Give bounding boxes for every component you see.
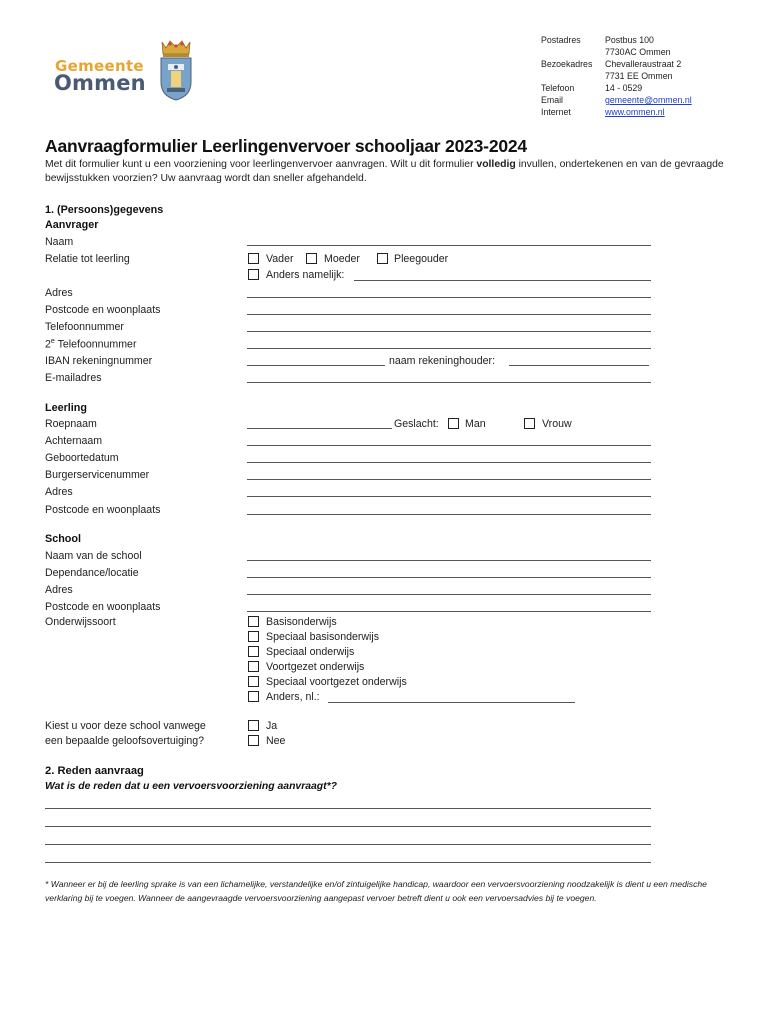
leerling-heading: Leerling	[45, 402, 87, 414]
footnote: * Wanneer er bij de leerling sprake is van een lichamelijke, verstandelijke en/of zintuigelijke handicap, waardoor een vervoersvoorziening noodzakelijk is dient u een medische verklaring bij te voegen. Wanneer de aangevraagde vervoersvoorziening aangepast vervoer betreft dient u ook een vervoersadvies bij te voegen.	[45, 879, 707, 903]
option-vrouw: Vrouw	[542, 418, 572, 430]
label-postcode: Postcode en woonplaats	[45, 304, 161, 316]
contact-block	[541, 34, 741, 118]
checkbox-voortgezet-onderwijs[interactable]	[248, 661, 259, 672]
label-geboortedatum: Geboortedatum	[45, 452, 119, 464]
internet-label: Internet	[541, 107, 571, 117]
option-speciaal-onderwijs: Speciaal onderwijs	[266, 646, 355, 658]
section1-heading: 1. (Persoons)gegevens	[45, 204, 164, 216]
option-speciaal-basisonderwijs: Speciaal basisonderwijs	[266, 631, 380, 643]
checkbox-speciaal-onderwijs[interactable]	[248, 646, 259, 657]
label-school-postcode: Postcode en woonplaats	[45, 601, 161, 613]
label-geloof-line1: Kiest u voor deze school vanwege	[45, 720, 206, 732]
field-bsn[interactable]	[247, 479, 651, 480]
field-reden-line-2[interactable]	[45, 826, 651, 827]
field-anders[interactable]	[354, 280, 651, 281]
section2-question: Wat is de reden dat u een vervoersvoorziening aanvraagt*?	[45, 781, 337, 792]
email-label: Email	[541, 95, 563, 105]
label-school-adres: Adres	[45, 584, 73, 596]
label-telefoon2-suffix: Telefoonnummer	[54, 338, 137, 351]
field-email[interactable]	[247, 382, 651, 383]
field-leerling-adres[interactable]	[247, 496, 651, 497]
checkbox-pleegouder[interactable]	[377, 253, 388, 264]
label-relatie: Relatie tot leerling	[45, 253, 130, 265]
field-achternaam[interactable]	[247, 445, 651, 446]
page-title: Aanvraagformulier Leerlingenvervoer schooljaar 2023-2024	[45, 136, 527, 156]
field-reden-line-4[interactable]	[45, 862, 651, 863]
field-school-naam[interactable]	[247, 560, 651, 561]
option-vader: Vader	[266, 253, 294, 265]
label-telefoon2-prefix: 2	[45, 338, 51, 351]
field-anders-onderwijs[interactable]	[328, 702, 575, 703]
field-iban[interactable]	[247, 365, 385, 366]
bezoekadres-line1: Chevalleraustraat 2	[605, 59, 682, 69]
telefoon-value: 14 - 0529	[605, 83, 643, 93]
bezoekadres-line2: 7731 EE Ommen	[605, 71, 673, 81]
label-naam: Naam	[45, 236, 74, 248]
label-rekeninghouder: naam rekeninghouder:	[389, 355, 496, 367]
intro-part2: invullen, ondertekenen en van de gevraagde bewijsstukken voorzien? Uw aanvraag wordt dan sneller afgehandeld.	[45, 159, 724, 184]
checkbox-basisonderwijs[interactable]	[248, 616, 259, 627]
field-postcode[interactable]	[247, 314, 651, 315]
field-leerling-postcode[interactable]	[247, 514, 651, 515]
postadres-line2: 7730AC Ommen	[605, 47, 671, 57]
label-adres: Adres	[45, 287, 73, 299]
intro-text	[45, 158, 735, 186]
checkbox-speciaal-basisonderwijs[interactable]	[248, 631, 259, 642]
checkbox-vader[interactable]	[248, 253, 259, 264]
label-roepnaam: Roepnaam	[45, 418, 97, 430]
checkbox-speciaal-voortgezet-onderwijs[interactable]	[248, 676, 259, 687]
logo-text-ommen: Ommen	[54, 71, 146, 95]
field-telefoon[interactable]	[247, 331, 651, 332]
section2-heading: 2. Reden aanvraag	[45, 765, 144, 777]
label-school-naam: Naam van de school	[45, 550, 142, 562]
option-basisonderwijs: Basisonderwijs	[266, 616, 337, 628]
checkbox-anders-onderwijs[interactable]	[248, 691, 259, 702]
option-speciaal-voortgezet-onderwijs: Speciaal voortgezet onderwijs	[266, 676, 407, 688]
option-anders-onderwijs: Anders, nl.:	[266, 691, 320, 703]
field-rekeninghouder[interactable]	[509, 365, 649, 366]
field-naam[interactable]	[247, 245, 651, 246]
checkbox-ja[interactable]	[248, 720, 259, 731]
email-link[interactable]: gemeente@ommen.nl	[605, 95, 692, 105]
logo-text-gemeente: Gemeente	[55, 57, 144, 75]
label-dependance: Dependance/locatie	[45, 567, 139, 579]
checkbox-moeder[interactable]	[306, 253, 317, 264]
label-geslacht: Geslacht:	[394, 418, 439, 430]
option-ja: Ja	[266, 720, 278, 732]
field-adres[interactable]	[247, 297, 651, 298]
label-iban: IBAN rekeningnummer	[45, 355, 153, 367]
label-bsn: Burgerservicenummer	[45, 469, 150, 481]
field-telefoon2[interactable]	[247, 348, 651, 349]
aanvrager-heading: Aanvrager	[45, 219, 99, 231]
label-email: E-mailadres	[45, 372, 102, 384]
checkbox-anders[interactable]	[248, 269, 259, 280]
option-man: Man	[465, 418, 486, 430]
option-voortgezet-onderwijs: Voortgezet onderwijs	[266, 661, 365, 673]
internet-link[interactable]: www.ommen.nl	[605, 107, 665, 117]
label-telefoon: Telefoonnummer	[45, 321, 124, 333]
bezoekadres-label: Bezoekadres	[541, 59, 593, 69]
field-roepnaam[interactable]	[247, 428, 392, 429]
checkbox-nee[interactable]	[248, 735, 259, 746]
label-leerling-postcode: Postcode en woonplaats	[45, 504, 161, 516]
field-school-postcode[interactable]	[247, 611, 651, 612]
option-nee: Nee	[266, 735, 286, 747]
label-onderwijssoort: Onderwijssoort	[45, 616, 116, 628]
field-school-adres[interactable]	[247, 594, 651, 595]
checkbox-vrouw[interactable]	[524, 418, 535, 429]
label-geloof-line2: een bepaalde geloofsovertuiging?	[45, 735, 205, 747]
intro-bold: volledig	[476, 159, 516, 170]
label-telefoon2-sup: e	[50, 338, 55, 345]
checkbox-man[interactable]	[448, 418, 459, 429]
option-pleegouder: Pleegouder	[394, 253, 449, 265]
field-dependance[interactable]	[247, 577, 651, 578]
field-reden-line-3[interactable]	[45, 844, 651, 845]
label-leerling-adres: Adres	[45, 486, 73, 498]
label-telefoon2	[45, 338, 136, 351]
postadres-line1: Postbus 100	[605, 35, 654, 45]
telefoon-label: Telefoon	[541, 83, 575, 93]
intro-part1: Met dit formulier kunt u een voorziening voor leerlingenvervoer aanvragen. Wilt u dit formulier	[45, 159, 477, 170]
label-achternaam: Achternaam	[45, 435, 103, 447]
postadres-label: Postadres	[541, 35, 581, 45]
option-moeder: Moeder	[324, 253, 360, 265]
option-anders: Anders namelijk:	[266, 269, 345, 281]
field-reden-line-1[interactable]	[45, 808, 651, 809]
field-geboortedatum[interactable]	[247, 462, 651, 463]
school-heading: School	[45, 533, 81, 545]
coat-of-arms-icon	[156, 38, 196, 102]
